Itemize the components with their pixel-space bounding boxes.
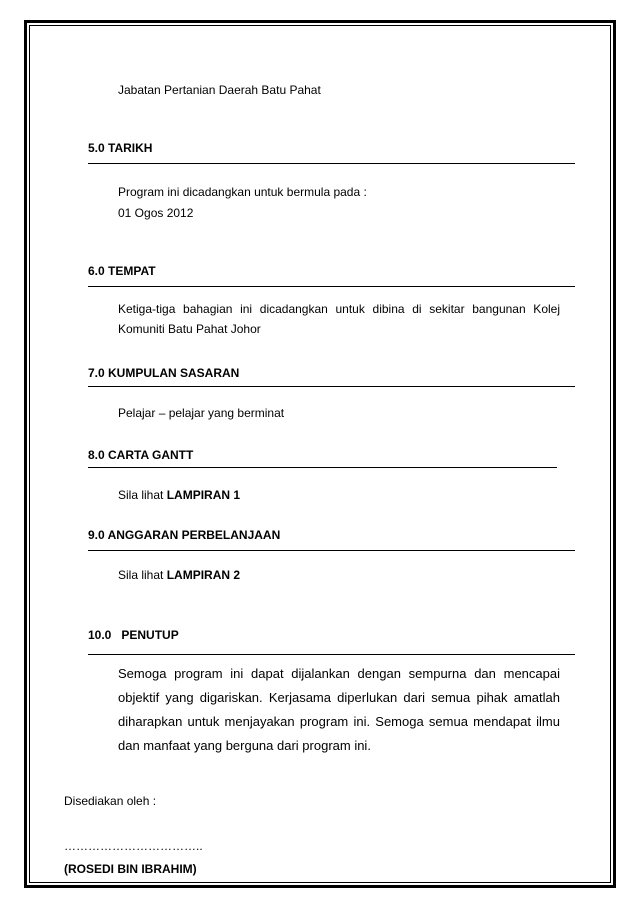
appendix-2-reference: LAMPIRAN 2 xyxy=(166,568,241,582)
signature-line: …………………………….. xyxy=(64,839,203,853)
section-10-rule xyxy=(88,654,575,655)
section-8-prefix: Sila lihat xyxy=(118,488,167,502)
section-8-heading: 8.0 CARTA GANTT xyxy=(88,448,194,462)
section-7-text: Pelajar – pelajar yang berminat xyxy=(118,406,285,420)
section-8-text xyxy=(118,488,240,502)
appendix-1-reference: LAMPIRAN 1 xyxy=(166,488,241,502)
section-6-rule xyxy=(88,286,575,287)
section-9-heading: 9.0 ANGGARAN PERBELANJAAN xyxy=(88,528,281,542)
section-5-line-1: Program ini dicadangkan untuk bermula pada : xyxy=(118,185,367,199)
section-6-text: Ketiga-tiga bahagian ini dicadangkan untuk dibina di sekitar bangunan Kolej Komuniti Batu Pahat Johor xyxy=(118,302,560,336)
section-5-heading: 5.0 TARIKH xyxy=(88,141,153,155)
section-9-rule xyxy=(88,550,575,551)
section-10-heading: 10.0 PENUTUP xyxy=(88,628,179,642)
section-10-text: Semoga program ini dapat dijalankan dengan sempurna dan mencapai objektif yang digariskan. Kerjasama diperlukan dari semua pihak amatlah diharapkan untuk menjayakan program ini. Semoga semua mendapat ilmu dan manfaat yang berguna dari program ini. xyxy=(118,666,560,753)
section-7-rule xyxy=(88,386,575,387)
top-line: Jabatan Pertanian Daerah Batu Pahat xyxy=(118,83,321,97)
section-9-text xyxy=(118,568,240,582)
prepared-by-label: Disediakan oleh : xyxy=(64,794,157,808)
section-7-heading: 7.0 KUMPULAN SASARAN xyxy=(88,366,240,380)
section-5-rule xyxy=(88,163,575,164)
section-9-prefix: Sila lihat xyxy=(118,568,167,582)
section-8-rule xyxy=(88,467,557,468)
preparer-name: (ROSEDI BIN IBRAHIM) xyxy=(64,862,197,876)
section-5-line-2: 01 Ogos 2012 xyxy=(118,206,194,220)
section-6-heading: 6.0 TEMPAT xyxy=(88,264,156,278)
